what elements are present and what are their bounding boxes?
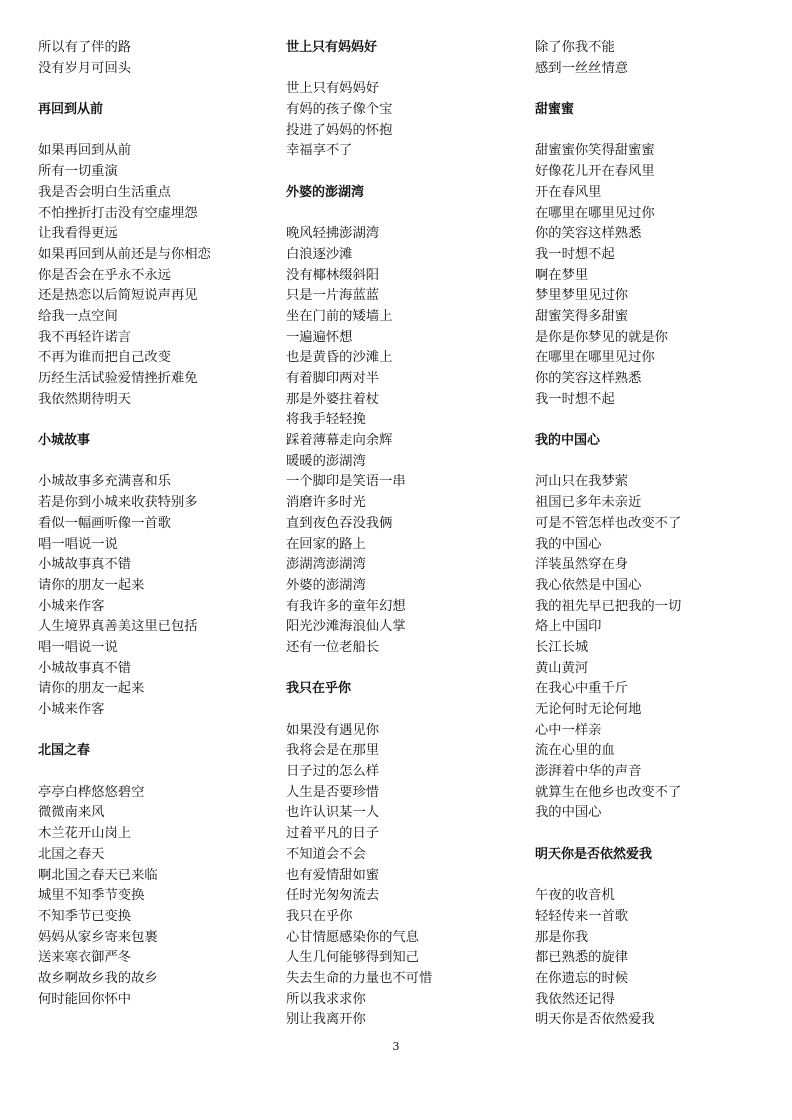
lyric-line: 也是黄昏的沙滩上 [286, 350, 393, 366]
lyric-line: 就算生在他乡也改变不了 [535, 784, 682, 800]
lyric-line: 过着平凡的日子 [286, 826, 380, 842]
lyric-line: 没有岁月可回头 [38, 60, 132, 76]
blank-line [535, 79, 765, 100]
lyric-line: 北国之春天 [38, 846, 105, 862]
lyric-line: 那是你我 [535, 929, 589, 945]
lyric-line: 暖暖的澎湖湾 [286, 453, 366, 469]
lyric-line: 那是外婆拄着杖 [286, 391, 380, 407]
lyric-line: 踩着薄幕走向余辉 [286, 433, 393, 449]
lyric-line: 没有椰林缀斜阳 [286, 267, 380, 283]
song-title: 甜蜜蜜 [535, 102, 575, 118]
lyric-line: 我只在乎你 [286, 908, 353, 924]
blank-line [286, 204, 516, 225]
lyric-line: 我将会是在那里 [286, 743, 380, 759]
lyric-line: 我一时想不起 [535, 246, 615, 262]
lyric-line: 心甘情愿感染你的气息 [286, 929, 419, 945]
lyric-line: 还是热恋以后简短说声再见 [38, 288, 198, 304]
song-title: 我的中国心 [535, 433, 601, 449]
lyric-line: 唱一唱说一说 [38, 536, 118, 552]
lyric-line: 小城来作客 [38, 702, 105, 717]
lyric-line: 人生几何能够得到知己 [286, 950, 419, 966]
lyric-line: 黄山黄河 [535, 660, 589, 676]
blank-line [535, 410, 765, 431]
lyric-line: 看似一幅画听像一首歌 [38, 515, 171, 531]
lyric-line: 如果没有遇见你 [286, 722, 380, 738]
blank-line [286, 659, 516, 680]
page-number: 3 [392, 1040, 400, 1053]
lyric-line: 我的祖先早已把我的一切 [535, 598, 682, 614]
song-title: 北国之春 [38, 743, 91, 759]
lyric-line: 阳光沙滩海浪仙人掌 [286, 619, 406, 635]
lyric-line: 在你遗忘的时候 [535, 970, 629, 986]
lyric-line: 人生是否要珍惜 [286, 784, 380, 800]
lyric-line: 无论何时无论何地 [535, 702, 642, 717]
lyric-line: 感到一丝丝情意 [535, 60, 629, 76]
lyric-line: 坐在门前的矮墙上 [286, 308, 393, 324]
lyric-line: 有我许多的童年幻想 [286, 598, 406, 614]
lyric-line: 甜蜜笑得多甜蜜 [535, 308, 629, 324]
lyric-line: 澎湃着中华的声音 [535, 764, 642, 780]
blank-line [38, 79, 268, 100]
blank-line [535, 452, 765, 473]
lyric-line: 洋装虽然穿在身 [535, 557, 629, 573]
lyric-line: 世上只有妈妈好 [286, 81, 380, 97]
lyric-line: 梦里梦里见过你 [535, 288, 629, 304]
lyric-line: 都已熟悉的旋律 [535, 950, 629, 966]
lyric-line: 烙上中国印 [535, 619, 602, 635]
lyric-line: 在回家的路上 [286, 536, 366, 552]
song-title: 明天你是否依然爱我 [535, 846, 653, 862]
lyric-line: 晚风轻拂澎湖湾 [286, 226, 380, 242]
lyric-line: 请你的朋友一起来 [38, 577, 145, 593]
text-column-3 [535, 38, 765, 1031]
blank-line [535, 866, 765, 887]
lyric-line: 开在春风里 [535, 184, 602, 200]
lyric-line: 我一时想不起 [535, 391, 615, 407]
lyric-line: 所有一切重演 [38, 164, 118, 180]
lyric-line: 我的中国心 [535, 805, 602, 821]
lyric-line: 甜蜜蜜你笑得甜蜜蜜 [535, 143, 655, 159]
lyric-line: 白浪逐沙滩 [286, 246, 353, 262]
lyric-line: 送来寒衣御严冬 [38, 950, 132, 966]
blank-line [535, 121, 765, 142]
lyric-line: 心中一样亲 [535, 722, 602, 738]
lyric-line: 也许认识某一人 [286, 805, 380, 821]
blank-line [286, 162, 516, 183]
lyric-line: 我心依然是中国心 [535, 577, 642, 593]
lyric-line: 若是你到小城来收获特别多 [38, 495, 198, 511]
blank-line [286, 700, 516, 721]
lyric-line: 将我手轻轻挽 [286, 412, 366, 428]
lyric-line: 在哪里在哪里见过你 [535, 205, 655, 221]
lyric-line: 小城来作客 [38, 598, 105, 614]
text-column-1 [38, 38, 268, 1010]
lyric-line: 你的笑容这样熟悉 [535, 226, 642, 242]
lyric-line: 在我心中重千斤 [535, 681, 629, 697]
lyric-line: 在哪里在哪里见过你 [535, 350, 655, 366]
lyric-line: 除了你我不能 [535, 40, 615, 55]
lyric-line: 历经生活试验爱情挫折难免 [38, 371, 198, 386]
lyric-line: 河山只在我梦萦 [535, 474, 629, 490]
lyric-line: 还有一位老船长 [286, 639, 380, 655]
lyric-line: 不怕挫折打击没有空虚埋怨 [38, 205, 198, 221]
blank-line [38, 410, 268, 431]
lyric-line: 投进了妈妈的怀抱 [286, 122, 393, 138]
lyric-line: 我的中国心 [535, 536, 602, 552]
lyric-line: 请你的朋友一起来 [38, 681, 145, 697]
lyric-line: 只是一片海蓝蓝 [286, 288, 380, 304]
lyric-line: 一个脚印是笑语一串 [286, 474, 406, 490]
lyric-line: 不知道会不会 [286, 846, 366, 862]
lyric-line: 我依然还记得 [535, 991, 615, 1007]
lyric-line: 如果再回到从前还是与你相恋 [38, 246, 211, 262]
lyric-line: 任时光匆匆流去 [286, 888, 380, 904]
song-title: 世上只有妈妈好 [286, 40, 378, 55]
blank-line [38, 762, 268, 783]
lyric-line: 澎湖湾澎湖湾 [286, 557, 366, 573]
lyric-line: 我是否会明白生活重点 [38, 184, 171, 200]
lyric-line: 外婆的澎湖湾 [286, 577, 366, 593]
song-title: 外婆的澎湖湾 [286, 184, 365, 200]
lyric-line: 一遍遍怀想 [286, 329, 353, 345]
lyric-line: 午夜的收音机 [535, 888, 615, 904]
lyric-line: 唱一唱说一说 [38, 639, 118, 655]
lyric-line: 不知季节已变换 [38, 908, 132, 924]
lyric-line: 是你是你梦见的就是你 [535, 329, 668, 345]
blank-line [38, 721, 268, 742]
lyric-line: 你是否会在乎永不永远 [38, 267, 171, 283]
lyric-line: 祖国已多年未亲近 [535, 495, 642, 511]
lyric-line: 轻轻传来一首歌 [535, 908, 629, 924]
lyric-line: 日子过的怎么样 [286, 764, 380, 780]
lyric-line: 消磨许多时光 [286, 495, 366, 511]
text-column-2 [286, 38, 516, 1031]
lyric-line: 你的笑容这样熟悉 [535, 371, 642, 386]
lyric-line: 亭亭白桦悠悠碧空 [38, 784, 145, 800]
lyric-line: 我依然期待明天 [38, 391, 132, 407]
lyric-line: 不再为谁而把自己改变 [38, 350, 171, 366]
lyric-line: 微微南来风 [38, 805, 105, 821]
lyric-line: 啊在梦里 [535, 267, 589, 283]
lyric-line: 有着脚印两对半 [286, 371, 380, 386]
lyric-line: 所以我求求你 [286, 991, 366, 1007]
lyric-line: 城里不知季节变换 [38, 888, 145, 904]
lyric-line: 小城故事多充满喜和乐 [38, 474, 171, 490]
song-title: 我只在乎你 [286, 681, 352, 697]
blank-line [535, 824, 765, 845]
lyric-line: 可是不管怎样也改变不了 [535, 515, 682, 531]
lyric-line: 让我看得更远 [38, 226, 118, 242]
lyric-line: 失去生命的力量也不可惜 [286, 970, 433, 986]
lyric-line: 明天你是否依然爱我 [535, 1012, 655, 1028]
lyric-line: 好像花儿开在春风里 [535, 164, 655, 180]
lyric-line: 长江长城 [535, 639, 589, 655]
lyric-line: 小城故事真不错 [38, 660, 132, 676]
lyric-line: 人生境界真善美这里已包括 [38, 619, 198, 635]
lyric-line: 故乡啊故乡我的故乡 [38, 970, 158, 986]
lyric-line: 小城故事真不错 [38, 557, 132, 573]
lyric-line: 妈妈从家乡寄来包裹 [38, 929, 158, 945]
blank-line [286, 59, 516, 80]
blank-line [38, 121, 268, 142]
song-title: 再回到从前 [38, 102, 104, 118]
lyric-line: 木兰花开山岗上 [38, 826, 132, 842]
blank-line [38, 452, 268, 473]
lyric-line: 别让我离开你 [286, 1012, 366, 1028]
lyric-line: 流在心里的血 [535, 743, 615, 759]
song-title: 小城故事 [38, 433, 91, 449]
lyric-line: 直到夜色吞没我俩 [286, 515, 393, 531]
lyric-line: 何时能回你怀中 [38, 991, 132, 1007]
lyric-line: 也有爱情甜如蜜 [286, 867, 380, 883]
lyric-line: 我不再轻许诺言 [38, 329, 132, 345]
lyric-line: 有妈的孩子像个宝 [286, 102, 393, 118]
lyric-line: 啊北国之春天已来临 [38, 867, 158, 883]
lyric-line: 给我一点空间 [38, 308, 118, 324]
lyric-line: 如果再回到从前 [38, 143, 132, 159]
lyric-line: 所以有了伴的路 [38, 40, 132, 55]
lyric-line: 幸福享不了 [286, 143, 353, 159]
